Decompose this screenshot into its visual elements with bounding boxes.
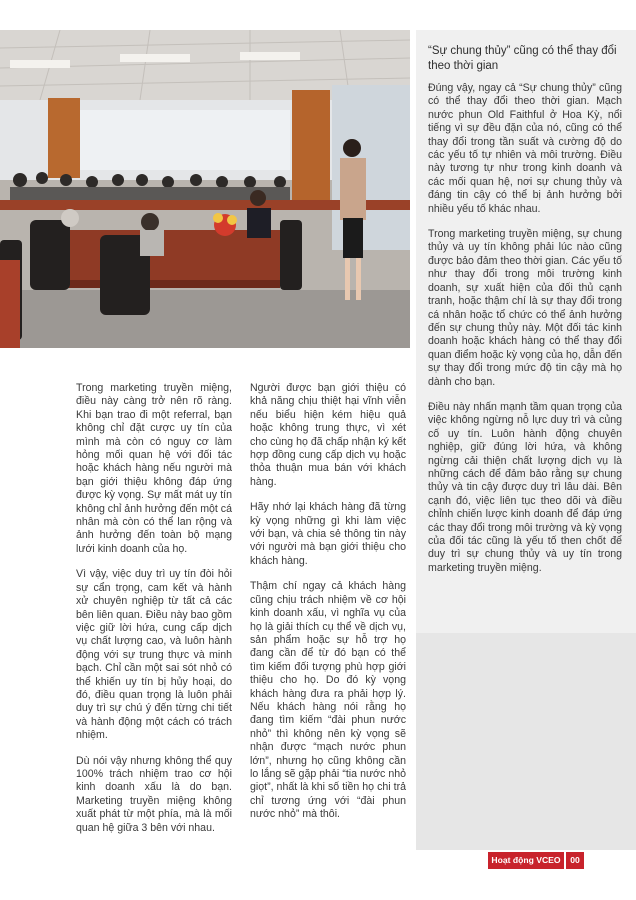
sidebar-bottom-block [416, 633, 636, 850]
sidebar-paragraph: Điều này nhấn mạnh tầm quan trọng của việc không ngừng nỗ lực duy trì và củng cố uy tín. Luôn hành động chuyên nghiệp, giữ đúng lời hứa, và không ngừng cải thiện chất lượng dịch vụ là những cách để đảm bảo rằng sự chung thủy và tin cậy được duy trì lâu dài. Bên cạnh đó, việc liên tục theo dõi và điều chỉnh chiến lược kinh doanh để đáp ứng các thay đổi trong môi trường và kỳ vọng của đối tác cũng là yếu tố then chốt để duy trì sự chung thủy và uy tín trong marketing truyền miệng. [428, 400, 622, 574]
article-paragraph: Dù nói vậy nhưng không thể quy 100% trách nhiệm trao cơ hội kinh doanh xấu là do bạn. Marketing truyền miệng không xuất phát từ một phía, mà là mối quan hệ giữa 3 bên với nhau. [76, 754, 232, 834]
meeting-photo [0, 30, 410, 348]
page-number: 00 [566, 852, 584, 869]
sidebar-content [428, 40, 622, 587]
article-paragraph: Thậm chí ngay cả khách hàng cũng chịu trách nhiệm về cơ hội kinh doanh xấu, vì nghĩa vụ của họ là giải thích cụ thể về dịch vụ, sản phẩm hoặc sự hỗ trợ họ đang cần để từ đó bạn có thể tìm kiếm đối tượng phù hợp giới thiệu cho họ. Do đó kỳ vọng khách hàng đưa ra phải hợp lý. Nếu khách hàng nói rằng họ đang tìm kiếm “đài phun nước nhỏ” thì không nên kỳ vọng sẽ nhận được “mạch nước phun lớn”, nhưng họ cũng không cần lo lắng sẽ gặp phải “tia nước nhỏ giọt”, nhất là khi số tiền họ chi trả chỉ tương ứng với “đài phun nước nhỏ” mà thôi. [250, 580, 406, 821]
article-column-1 [76, 382, 232, 847]
sidebar-title: “Sự chung thủy” cũng có thể thay đổi theo thời gian [428, 45, 617, 72]
article-column-2 [250, 382, 406, 834]
article-paragraph: Người được bạn giới thiệu có khả năng chịu thiệt hại vĩnh viễn nếu biểu hiện kém hiệu quả hoặc không trung thực, vì xét cho cùng họ đã chấp nhận ký kết hợp đồng cung cấp dịch vụ hoặc thỏa thuận mua bán với khách hàng. [250, 382, 406, 488]
article-paragraph: Vì vậy, việc duy trì uy tín đòi hỏi sự cẩn trọng, cam kết và hành xử chuyên nghiệp từ tất cả các bên liên quan. Điều này bao gồm việc giữ lời hứa, cung cấp dịch vụ chất lượng cao, và luôn hành động với sự trung thực và minh bạch. Chỉ cần một sai sót nhỏ có thể khiến uy tín bị hủy hoại, do đó, điều quan trọng là luôn phải duy trì sự chú ý đến từng chi tiết và hành động một cách có trách nhiệm. [76, 568, 232, 742]
sidebar-paragraph: Trong marketing truyền miệng, sự chung thủy và uy tín không phải lúc nào cũng được bảo đảm theo thời gian. Các yếu tố như thay đổi trong môi trường kinh doanh, sự xuất hiện của đối thủ cạnh tranh, hoặc thậm chí là sự thay đổi trong cá nhân hoặc tổ chức có thể ảnh hưởng đến sự chung thủy này. Một đối tác kinh doanh hoặc khách hàng có thể thay đổi quan điểm hoặc kỳ vọng của họ, dẫn đến sự thay đổi trong mức độ tin cậy mà họ dành cho bạn. [428, 228, 622, 388]
section-label: Hoạt động VCEO [488, 852, 564, 869]
article-paragraph: Hãy nhớ lại khách hàng đã từng kỳ vọng những gì khi làm việc với bạn, và chia sẻ thông tin này với người mà bạn giới thiệu cho khách hàng. [250, 501, 406, 567]
sidebar-paragraph: Đúng vậy, ngay cả “Sự chung thủy” cũng có thể thay đổi theo thời gian. Mạch nước phun Old Faithful ở Hoa Kỳ, nổi tiếng vì sự đều đặn của nó, cũng có thể thay đổi trong tần suất và cường độ do các yếu tố tự nhiên và môi trường. Điều này tương tự như trong kinh doanh và các mối quan hệ, nơi sự chung thủy và đáng tin cậy có thể bị ảnh hưởng bởi nhiều yếu tố khác nhau. [428, 82, 622, 215]
article-paragraph: Trong marketing truyền miệng, điều này càng trở nên rõ ràng. Khi bạn trao đi một referral, bạn không chỉ đặt cược uy tín của mình mà còn có nguy cơ làm hỏng mối quan hệ với đối tác hoặc khách hàng nếu người mà bạn giới thiệu không đáp ứng được kỳ vọng. Sự mất mát uy tín không chỉ ảnh hưởng đến một cá nhân mà còn có thể lan rộng và ảnh hưởng đến toàn bộ mạng lưới kinh doanh của họ. [76, 382, 232, 555]
